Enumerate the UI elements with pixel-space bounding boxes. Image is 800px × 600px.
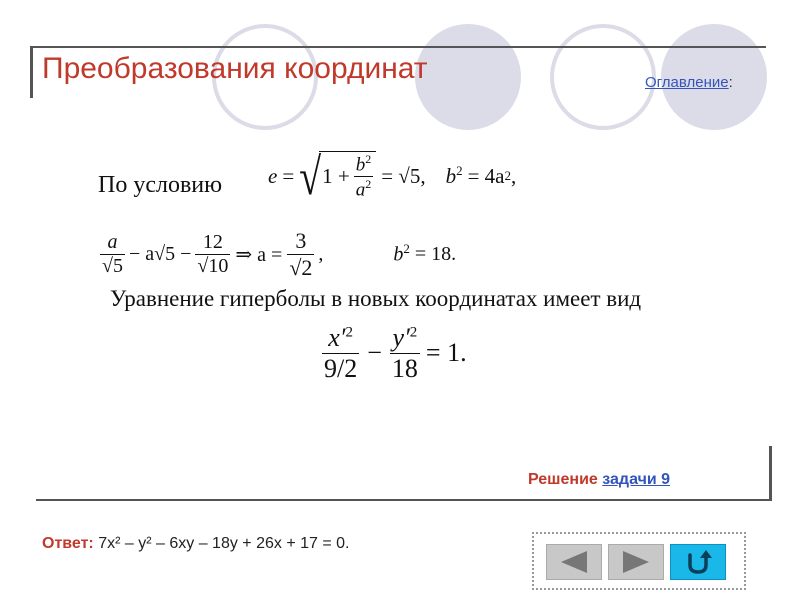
radicand	[319, 151, 376, 202]
f1-den: √5	[102, 254, 123, 277]
formula-eccentricity	[268, 148, 516, 204]
eq-minus: −	[367, 338, 382, 367]
formula-rhs: = √5,	[381, 163, 426, 188]
hyperbola-equation	[322, 318, 467, 388]
formula-line-2	[100, 226, 456, 282]
fraction-x2-9-2	[322, 323, 359, 384]
line2-comma: ,	[318, 242, 324, 265]
line2-arrow: ⇒ a =	[235, 243, 283, 266]
solution-label: Решение	[528, 471, 598, 488]
answer-line	[42, 535, 349, 553]
fraction-3-sqrt2	[287, 228, 314, 281]
formula-eq: =	[282, 163, 295, 188]
fraction-y2-18	[390, 323, 420, 384]
formula-one-plus: 1 +	[322, 164, 350, 188]
frac-den: a	[355, 179, 366, 201]
formula-e: e	[268, 163, 278, 188]
frac-den-exp: 2	[365, 177, 372, 191]
frac-num: b	[355, 154, 366, 175]
line2-b-exp: 2	[403, 241, 410, 257]
line2-b: b	[393, 243, 404, 266]
f2-num: 12	[202, 230, 223, 253]
eq-f2-num-exp: 2	[409, 323, 418, 340]
hyperbola-text: Уравнение гиперболы в новых координатах имеет вид	[110, 286, 642, 311]
formula-trail: ,	[511, 163, 517, 188]
footer-right-line	[769, 446, 772, 501]
radical-icon: √	[299, 146, 322, 206]
toc-colon: :	[728, 74, 733, 91]
f2-den: √10	[197, 254, 229, 277]
eq-f1-num-exp: 2	[345, 323, 353, 340]
answer-label: Ответ:	[42, 535, 94, 552]
page-title: Преобразования координат	[42, 52, 428, 85]
formula-b: b	[445, 164, 457, 188]
header-left-line	[30, 46, 33, 98]
formula-4a: = 4a	[467, 163, 505, 188]
formula-4a-exp: 2	[504, 168, 512, 183]
footer-line	[36, 499, 772, 501]
eq-rhs: = 1.	[425, 338, 467, 367]
decor-circle-ring-2	[550, 24, 656, 130]
fraction-b2-a2	[354, 152, 374, 202]
triangle-left-icon	[559, 549, 589, 575]
eq-f2-num: y′	[392, 322, 410, 352]
fraction-12-sqrt10	[195, 231, 230, 278]
f1-num: a	[107, 230, 118, 253]
fraction-a-sqrt5	[100, 231, 125, 278]
line2-mid: − a√5 −	[128, 242, 192, 265]
line2-b-rhs: = 18.	[414, 242, 457, 265]
solution-link[interactable]: задачи 9	[602, 471, 671, 488]
next-button[interactable]	[608, 544, 664, 580]
frac-num-exp: 2	[365, 151, 372, 166]
f3-den: √2	[289, 254, 313, 280]
eq-f2-den: 18	[391, 353, 418, 383]
solution-line	[528, 471, 670, 489]
navigation-panel	[532, 532, 746, 590]
triangle-right-icon	[621, 549, 651, 575]
eq-f1-num: x′	[328, 322, 346, 352]
f3-num: 3	[295, 227, 307, 253]
u-turn-arrow-icon	[683, 547, 713, 577]
answer-expression: 7x² – y² – 6xy – 18y + 26x + 17 = 0.	[98, 535, 350, 552]
prev-button[interactable]	[546, 544, 602, 580]
toc-link-container	[645, 74, 733, 91]
toc-link[interactable]: Оглавление	[645, 74, 729, 91]
decor-circle-filled-1	[415, 24, 521, 130]
return-button[interactable]	[670, 544, 726, 580]
formula-b-exp: 2	[456, 163, 463, 178]
header-top-line	[30, 46, 766, 48]
eq-f1-den: 9/2	[324, 353, 358, 383]
condition-text: По условию	[98, 172, 223, 198]
